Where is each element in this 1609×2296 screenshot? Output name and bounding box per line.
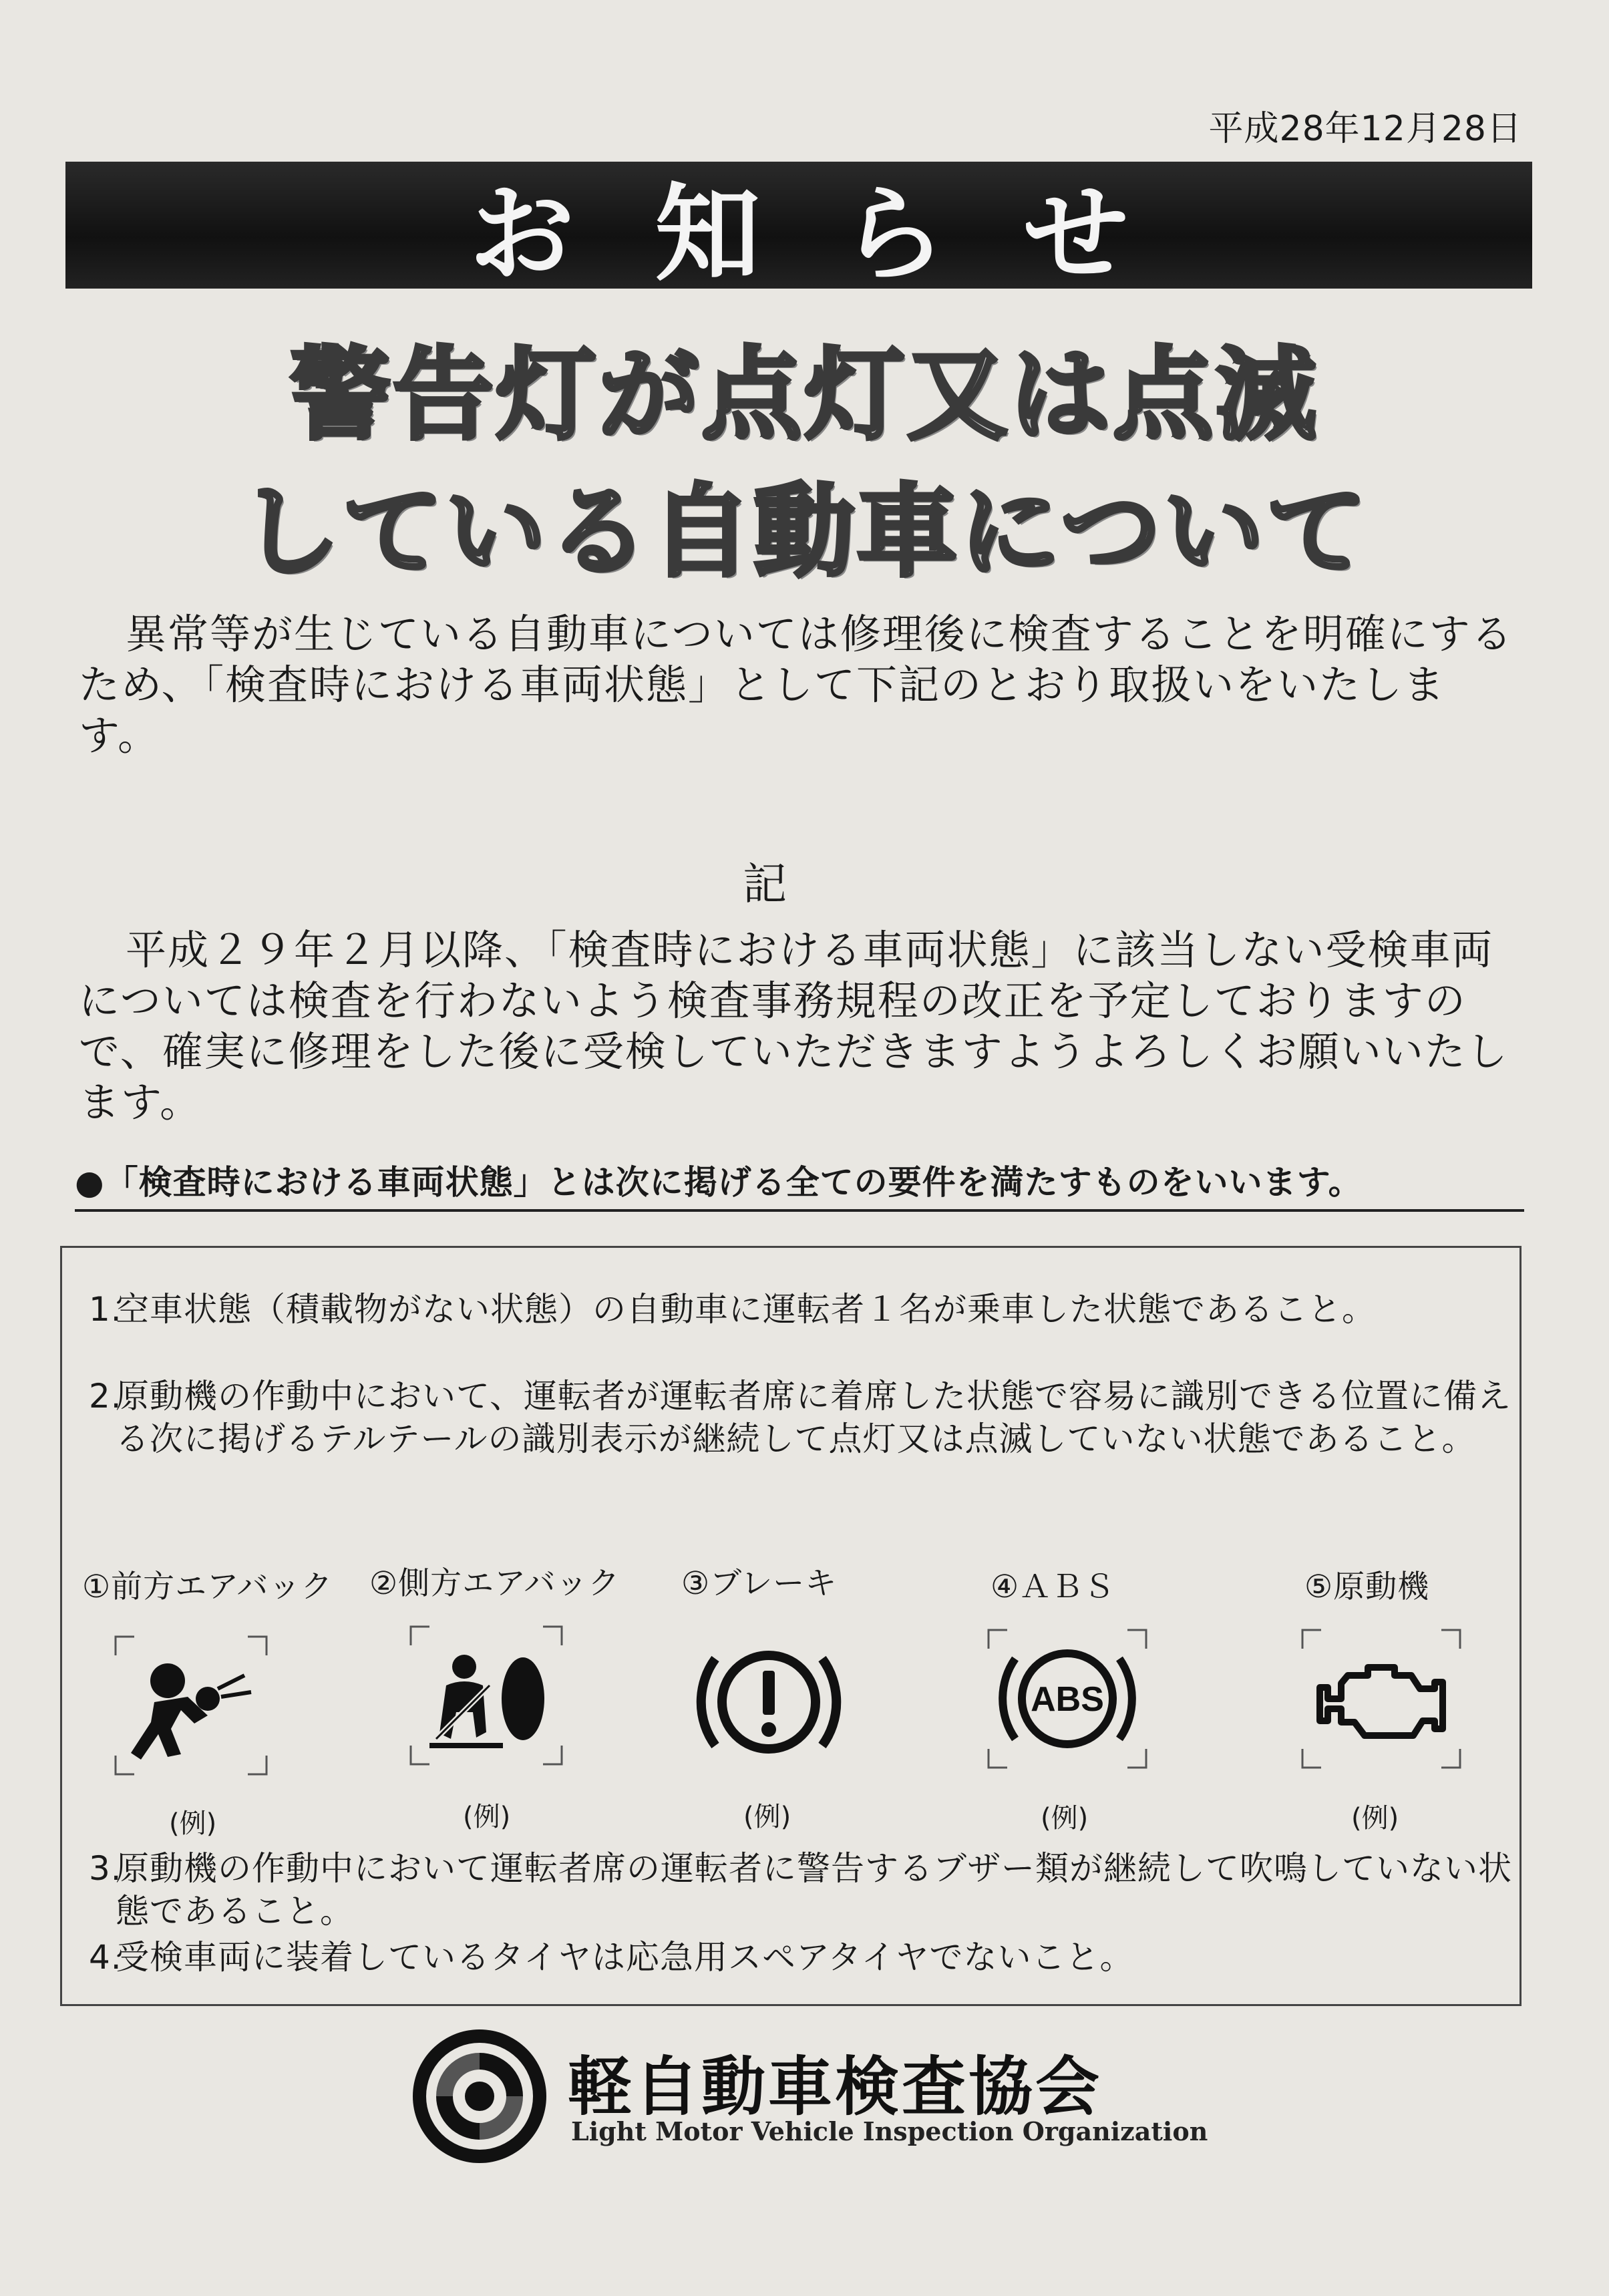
requirement-number: 1. <box>89 1290 122 1329</box>
requirement-2 <box>89 1375 1518 1460</box>
requirement-text: 空車状態（積載物がない状態）の自動車に運転者１名が乗車した状態であること。 <box>116 1290 1376 1329</box>
icon-label-side-airbag: ②側方エアバック <box>369 1565 620 1602</box>
abs-warning-icon <box>987 1629 1141 1769</box>
requirements-intro: ●「検査時における車両状態」とは次に掲げる全ての要件を満たすものをいいます。 <box>75 1156 1524 1212</box>
icon-label-engine: ⑤原動機 <box>1304 1569 1430 1605</box>
requirement-4 <box>89 1936 1518 1979</box>
icon-label-abs: ④ＡＢＳ <box>991 1569 1116 1605</box>
side-airbag-icon <box>409 1625 563 1766</box>
requirement-number: 4. <box>89 1938 122 1977</box>
example-label: (例) <box>1351 1803 1399 1834</box>
ki-heading: 記 <box>743 858 787 910</box>
requirement-text: 受検車両に装着しているタイヤは応急用スペアタイヤでないこと。 <box>116 1938 1134 1977</box>
requirement-text: 原動機の作動中において運転者席の運転者に警告するブザー類が継続して吹鳴していない状態であること。 <box>116 1849 1512 1931</box>
headline-line-2: している自動車について <box>239 474 1369 591</box>
org-logo <box>406 2023 553 2172</box>
example-label: (例) <box>743 1802 791 1832</box>
banner-title: お知らせ <box>469 172 1209 296</box>
requirements-box <box>60 1246 1522 2006</box>
example-label: (例) <box>463 1802 511 1832</box>
headline <box>0 327 1609 601</box>
example-label: (例) <box>169 1808 217 1839</box>
requirement-text: 原動機の作動中において、運転者が運転者席に着席した状態で容易に識別できる位置に備える次に掲げるテルテールの識別表示が継続して点灯又は点滅していない状態であること。 <box>116 1377 1511 1458</box>
requirement-1 <box>89 1288 1518 1331</box>
requirement-number: 2. <box>89 1377 122 1416</box>
icon-label-brake: ③ブレーキ <box>681 1565 838 1602</box>
requirement-3 <box>89 1847 1518 1933</box>
requirement-number: 3. <box>89 1849 122 1888</box>
brake-warning-icon <box>689 1632 842 1772</box>
intro-paragraph: 異常等が生じている自動車については修理後に検査することを明確にするため、「検査時における車両状態」として下記のとおり取扱いをいたします。 <box>79 611 1513 760</box>
front-airbag-icon <box>114 1635 268 1776</box>
abs-icon-text: ABS <box>1031 1680 1104 1719</box>
headline-line-1: 警告灯が点灯又は点滅 <box>290 337 1319 454</box>
notice-banner <box>65 162 1532 296</box>
icon-label-front-airbag: ①前方エアバック <box>82 1569 333 1605</box>
org-name-english: Light Motor Vehicle Inspection Organization <box>571 2116 1208 2146</box>
engine-warning-icon <box>1301 1629 1455 1769</box>
notice-paragraph: 平成２９年２月以降、「検査時における車両状態」に該当しない受検車両については検査を行わないよう検査事務規程の改正を予定しておりますので、確実に修理をした後に受検していただきますようよろしくお願いいたします。 <box>79 927 1509 1126</box>
org-name: 軽自動車検査協会 <box>568 2049 1102 2124</box>
issue-date: 平成28年12月28日 <box>1208 109 1522 149</box>
example-label: (例) <box>1041 1803 1089 1834</box>
